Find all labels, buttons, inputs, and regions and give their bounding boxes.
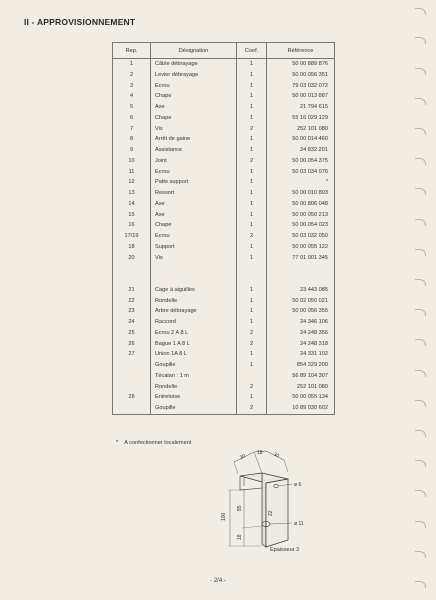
cell-designation: Arbre débrayage — [151, 306, 237, 317]
cell-designation: Bague 1 A 8 L — [151, 339, 237, 350]
parts-table — [112, 42, 335, 415]
cell-reference — [267, 274, 335, 285]
cell-reference: 50 00 054 375 — [267, 156, 335, 167]
edge-mark — [415, 460, 426, 467]
cell-rep: 4 — [113, 91, 151, 102]
cell-designation: Goupille — [151, 403, 237, 414]
cell-rep: 5 — [113, 102, 151, 113]
cell-rep: 27 — [113, 349, 151, 360]
cell-rep: 21 — [113, 285, 151, 296]
dimension-label: 100 — [221, 512, 227, 521]
edge-mark — [415, 521, 426, 528]
table-row — [113, 113, 335, 124]
table-row — [113, 167, 335, 178]
cell-reference: 252 101 080 — [267, 124, 335, 135]
cell-rep: 10 — [113, 156, 151, 167]
cell-reference: 50 00 055 122 — [267, 242, 335, 253]
cell-designation: Patte support — [151, 177, 237, 188]
cell-reference: * — [267, 177, 335, 188]
cell-reference: 854 329 200 — [267, 360, 335, 371]
table-row — [113, 124, 335, 135]
edge-mark — [415, 128, 426, 135]
cell-rep: 9 — [113, 145, 151, 156]
table-row — [113, 306, 335, 317]
cell-designation — [151, 274, 237, 285]
cell-rep: 15 — [113, 210, 151, 221]
dimension-label: 85 — [237, 505, 243, 511]
cell-coef: 1 — [237, 296, 267, 307]
cell-rep: 8 — [113, 134, 151, 145]
table-row — [113, 134, 335, 145]
cell-rep: 17/19 — [113, 231, 151, 242]
table-row — [113, 70, 335, 81]
cell-designation: Entretoise — [151, 392, 237, 403]
cell-coef: 2 — [237, 231, 267, 242]
cell-coef: 1 — [237, 392, 267, 403]
cell-rep — [113, 371, 151, 382]
cell-designation: Ressort — [151, 188, 237, 199]
cell-designation: Assistance — [151, 145, 237, 156]
cell-coef: 1 — [237, 317, 267, 328]
table-row — [113, 285, 335, 296]
cell-coef: 1 — [237, 220, 267, 231]
cell-rep: 12 — [113, 177, 151, 188]
cell-rep: 22 — [113, 296, 151, 307]
table-row — [113, 317, 335, 328]
table-row — [113, 81, 335, 92]
drawing-caption: Epaisseur 3 — [270, 547, 300, 553]
table-row — [113, 403, 335, 414]
cell-reference: 24 331 102 — [267, 349, 335, 360]
cell-rep: 6 — [113, 113, 151, 124]
cell-reference: 50 03 032 050 — [267, 231, 335, 242]
edge-mark — [415, 8, 426, 15]
cell-rep: 14 — [113, 199, 151, 210]
cell-coef: 1 — [237, 177, 267, 188]
cell-coef: 1 — [237, 70, 267, 81]
cell-reference: 55 16 029 129 — [267, 113, 335, 124]
support-bracket-drawing — [210, 448, 310, 552]
cell-designation: Arrêt de gaine — [151, 134, 237, 145]
cell-designation: Ecrou 2 A 8 L — [151, 328, 237, 339]
table-row — [113, 274, 335, 285]
table-row — [113, 177, 335, 188]
column-header-designation: Désignation — [151, 43, 237, 59]
cell-coef: 1 — [237, 188, 267, 199]
table-header-row — [113, 43, 335, 59]
cell-reference: 50 02 050 021 — [267, 296, 335, 307]
edge-mark — [415, 430, 426, 437]
cell-reference — [267, 263, 335, 274]
cell-rep: 23 — [113, 306, 151, 317]
edge-mark — [415, 249, 426, 256]
cell-designation: Rondelle — [151, 382, 237, 393]
cell-coef: 1 — [237, 113, 267, 124]
cell-designation: Chape — [151, 91, 237, 102]
column-header-reference: Référence — [267, 43, 335, 59]
cell-coef: 1 — [237, 134, 267, 145]
edge-mark — [415, 400, 426, 407]
cell-designation: Union 1A 8 L — [151, 349, 237, 360]
table-row — [113, 188, 335, 199]
edge-mark — [415, 490, 426, 497]
cell-designation: Axe — [151, 199, 237, 210]
table-row — [113, 59, 335, 70]
table-row — [113, 102, 335, 113]
cell-designation — [151, 263, 237, 274]
cell-coef — [237, 274, 267, 285]
cell-coef: 2 — [237, 124, 267, 135]
cell-rep — [113, 382, 151, 393]
cell-reference: 252 101 080 — [267, 382, 335, 393]
cell-reference: 10 89 030 602 — [267, 403, 335, 414]
cell-reference: 50 00 055 134 — [267, 392, 335, 403]
table-row — [113, 156, 335, 167]
cell-coef: 1 — [237, 199, 267, 210]
cell-rep: 13 — [113, 188, 151, 199]
cell-designation: Ecrou — [151, 231, 237, 242]
page-title: II - APPROVISIONNEMENT — [24, 17, 136, 27]
cell-designation: Ecrou — [151, 81, 237, 92]
table-row — [113, 253, 335, 264]
cell-coef: 1 — [237, 306, 267, 317]
cell-reference: 50 00 010 803 — [267, 188, 335, 199]
footnote-text: A confectionner localement — [124, 440, 192, 446]
dimension-label: 30 — [272, 451, 280, 460]
table-row — [113, 328, 335, 339]
cell-coef: 1 — [237, 102, 267, 113]
table-row — [113, 360, 335, 371]
edge-mark — [415, 158, 426, 165]
dimension-label: 18 — [237, 534, 243, 540]
cell-reference: 23 443 085 — [267, 285, 335, 296]
cell-coef: 1 — [237, 167, 267, 178]
cell-designation: Ecrou — [151, 167, 237, 178]
cell-coef: 1 — [237, 81, 267, 92]
cell-reference: 50 00 889 876 — [267, 59, 335, 70]
footnote — [116, 440, 191, 446]
edge-mark — [415, 279, 426, 286]
table-row — [113, 339, 335, 350]
cell-coef: 1 — [237, 349, 267, 360]
cell-rep: 26 — [113, 339, 151, 350]
cell-rep: 24 — [113, 317, 151, 328]
cell-rep: 25 — [113, 328, 151, 339]
cell-reference: 50 00 806 048 — [267, 199, 335, 210]
cell-coef: 1 — [237, 210, 267, 221]
edge-mark — [415, 219, 426, 226]
cell-reference: 21 794 615 — [267, 102, 335, 113]
cell-designation: Vis — [151, 253, 237, 264]
table-row — [113, 242, 335, 253]
cell-reference: 50 00 054 023 — [267, 220, 335, 231]
cell-designation: Goupille — [151, 360, 237, 371]
edge-mark — [415, 68, 426, 75]
cell-designation: Rondelle — [151, 296, 237, 307]
table-row — [113, 231, 335, 242]
footnote-star: * — [116, 440, 119, 446]
cell-coef: 1 — [237, 242, 267, 253]
cell-coef — [237, 371, 267, 382]
cell-reference: 50 00 056 351 — [267, 70, 335, 81]
cell-rep — [113, 360, 151, 371]
cell-reference: 50 00 014 460 — [267, 134, 335, 145]
table-row — [113, 263, 335, 274]
page-number: - 2/4 - — [210, 578, 226, 584]
cell-rep: 2 — [113, 70, 151, 81]
edge-mark — [415, 188, 426, 195]
cell-designation: Axe — [151, 210, 237, 221]
cell-coef: 1 — [237, 285, 267, 296]
cell-designation: Chape — [151, 220, 237, 231]
cell-coef: 1 — [237, 253, 267, 264]
cell-designation: Joint — [151, 156, 237, 167]
dimension-label: ø 6 — [294, 482, 302, 488]
cell-rep: 18 — [113, 242, 151, 253]
cell-coef: 2 — [237, 328, 267, 339]
dimension-label: ø 11 — [294, 521, 304, 527]
table-row — [113, 392, 335, 403]
column-header-rep: Rep. — [113, 43, 151, 59]
cell-designation: Cage à aiguilles — [151, 285, 237, 296]
cell-rep — [113, 274, 151, 285]
table-row — [113, 382, 335, 393]
cell-designation: Chape — [151, 113, 237, 124]
table-row — [113, 371, 335, 382]
table-body — [113, 59, 335, 415]
cell-reference: 24 248 356 — [267, 328, 335, 339]
cell-reference: 24 248 318 — [267, 339, 335, 350]
cell-designation: Vis — [151, 124, 237, 135]
column-header-coef: Coef. — [237, 43, 267, 59]
edge-mark — [415, 339, 426, 346]
edge-mark — [415, 37, 426, 44]
cell-rep: 7 — [113, 124, 151, 135]
cell-reference: 77 01 001 345 — [267, 253, 335, 264]
dimension-label: 22 — [268, 510, 274, 516]
table-row — [113, 210, 335, 221]
cell-coef: 2 — [237, 403, 267, 414]
cell-rep: 11 — [113, 167, 151, 178]
cell-rep: 16 — [113, 220, 151, 231]
edge-mark — [415, 309, 426, 316]
cell-coef: 1 — [237, 360, 267, 371]
table-row — [113, 349, 335, 360]
cell-coef: 2 — [237, 339, 267, 350]
cell-reference: 50 00 050 213 — [267, 210, 335, 221]
cell-reference: 79 03 032 072 — [267, 81, 335, 92]
cell-reference: 50 00 056 355 — [267, 306, 335, 317]
cell-coef: 1 — [237, 91, 267, 102]
table-row — [113, 296, 335, 307]
cell-designation: Levier débrayage — [151, 70, 237, 81]
cell-coef: 2 — [237, 382, 267, 393]
cell-designation: Raccord — [151, 317, 237, 328]
table-row — [113, 145, 335, 156]
table-row — [113, 199, 335, 210]
cell-reference: 24 832 201 — [267, 145, 335, 156]
table-row — [113, 220, 335, 231]
cell-coef: 2 — [237, 156, 267, 167]
table-row — [113, 91, 335, 102]
cell-coef: 1 — [237, 59, 267, 70]
edge-mark — [415, 370, 426, 377]
cell-rep — [113, 403, 151, 414]
cell-rep: 3 — [113, 81, 151, 92]
dimension-label: 18 — [257, 450, 263, 456]
cell-rep: 20 — [113, 253, 151, 264]
cell-reference: 56 89 104 307 — [267, 371, 335, 382]
cell-coef: 1 — [237, 145, 267, 156]
cell-reference: 24 346 106 — [267, 317, 335, 328]
dimension-label: 30 — [238, 453, 247, 462]
cell-designation: Câble débrayage — [151, 59, 237, 70]
cell-designation: Axe — [151, 102, 237, 113]
cell-designation: Técalan : 1 m — [151, 371, 237, 382]
cell-rep: 1 — [113, 59, 151, 70]
cell-reference: 50 03 034 076 — [267, 167, 335, 178]
edge-mark — [415, 551, 426, 558]
cell-coef — [237, 263, 267, 274]
cell-rep: 28 — [113, 392, 151, 403]
cell-designation: Support — [151, 242, 237, 253]
cell-reference: 50 00 013 887 — [267, 91, 335, 102]
edge-mark — [415, 98, 426, 105]
cell-rep — [113, 263, 151, 274]
